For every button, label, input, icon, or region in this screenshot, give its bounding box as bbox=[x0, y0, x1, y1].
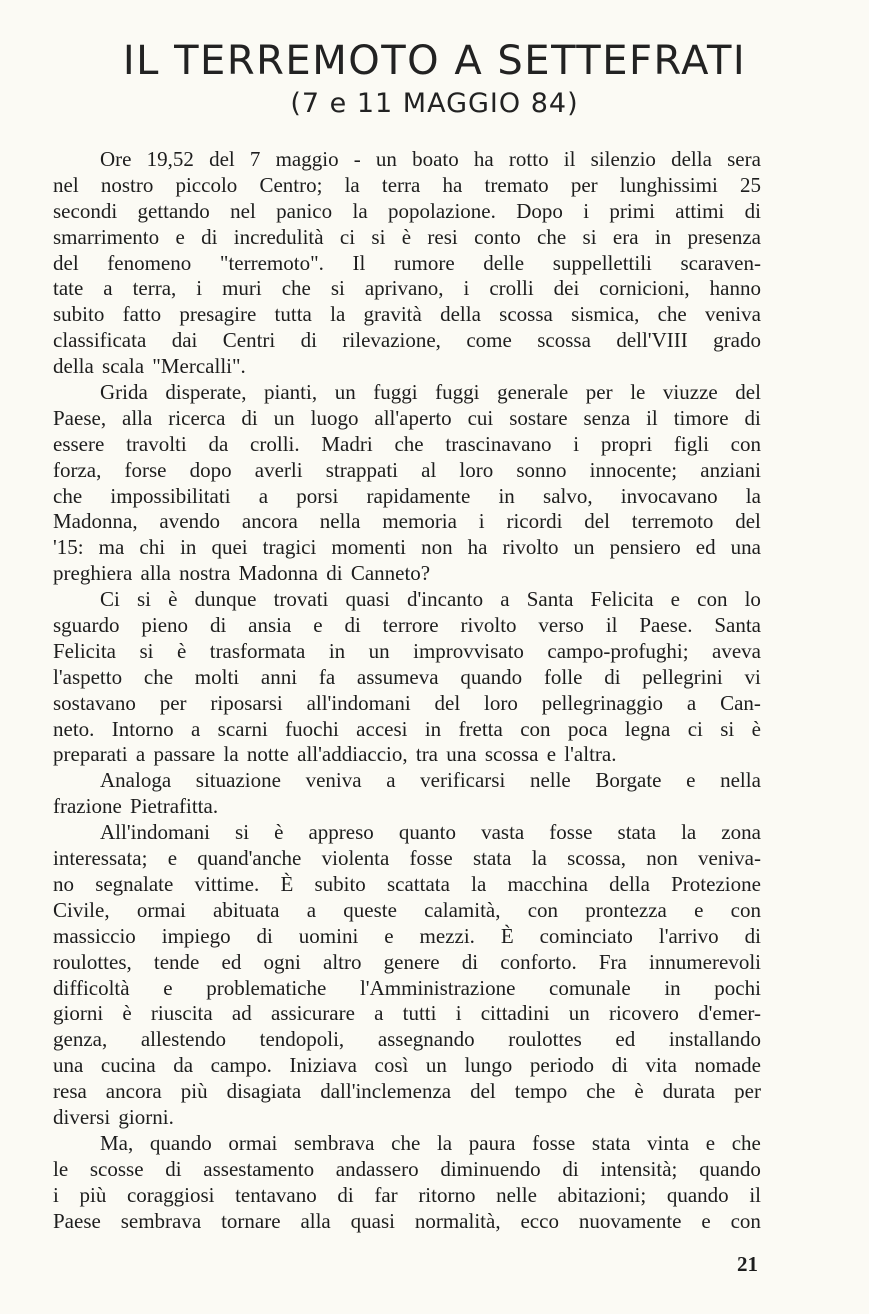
text-line: forza, forse dopo averli strappati al loro sonno innocente; anziani bbox=[53, 457, 761, 482]
text-line: roulottes, tende ed ogni altro genere di conforto. Fra innumerevoli bbox=[53, 949, 761, 974]
text-line: essere travolti da crolli. Madri che trascinavano i propri figli con bbox=[53, 431, 761, 456]
text-line: della scala "Mercalli". bbox=[53, 354, 246, 379]
text-line: Felicita si è trasformata in un improvvisato campo-profughi; aveva bbox=[53, 638, 761, 663]
text-line: Civile, ormai abituata a queste calamità, con prontezza e con bbox=[53, 897, 761, 922]
text-line: difficoltà e problematiche l'Amministrazione comunale in pochi bbox=[53, 975, 761, 1000]
text-line: massiccio impiego di uomini e mezzi. È cominciato l'arrivo di bbox=[53, 923, 761, 948]
text-line: sguardo pieno di ansia e di terrore rivolto verso il Paese. Santa bbox=[53, 613, 761, 638]
text-line: interessata; e quand'anche violenta fosse stata la scossa, non veniva- bbox=[53, 846, 761, 871]
text-line: giorni è riuscita ad assicurare a tutti i cittadini un ricovero d'emer- bbox=[53, 1001, 761, 1026]
article-body bbox=[53, 147, 761, 1234]
page-number: 21 bbox=[737, 1252, 758, 1276]
text-line: che impossibilitati a porsi rapidamente in salvo, invocavano la bbox=[53, 483, 761, 508]
page-subtitle: (7 e 11 MAGGIO 84) bbox=[290, 88, 579, 119]
text-line: Madonna, avendo ancora nella memoria i ricordi del terremoto del bbox=[53, 509, 761, 534]
paragraph bbox=[53, 380, 761, 587]
text-line: Ore 19,52 del 7 maggio - un boato ha rotto il silenzio della sera bbox=[100, 147, 761, 171]
text-line: secondi gettando nel panico la popolazione. Dopo i primi attimi di bbox=[53, 198, 761, 223]
title-block bbox=[0, 38, 869, 121]
text-line: frazione Pietrafitta. bbox=[53, 794, 219, 819]
paragraph bbox=[53, 820, 761, 1131]
text-line: smarrimento e di incredulità ci si è resi conto che si era in presenza bbox=[53, 224, 761, 249]
page-title: IL TERREMOTO A SETTEFRATI bbox=[122, 38, 747, 84]
text-line: neto. Intorno a scarni fuochi accesi in fretta con poca legna ci si è bbox=[53, 716, 761, 741]
text-line: sostavano per riposarsi all'indomani del loro pellegrinaggio a Can- bbox=[53, 690, 761, 715]
text-line: l'aspetto che molti anni fa assumeva quando folle di pellegrini vi bbox=[53, 664, 761, 689]
paragraph bbox=[53, 1131, 761, 1235]
text-line: Analoga situazione veniva a verificarsi nelle Borgate e nella bbox=[100, 768, 761, 793]
text-line: no segnalate vittime. È subito scattata la macchina della Protezione bbox=[53, 871, 761, 896]
text-line: Ma, quando ormai sembrava che la paura fosse stata vinta e che bbox=[100, 1130, 761, 1155]
text-line: le scosse di assestamento andassero diminuendo di intensità; quando bbox=[53, 1156, 761, 1181]
text-line: subito fatto presagire tutta la gravità della scossa sismica, che veniva bbox=[53, 302, 761, 327]
paragraph bbox=[53, 768, 761, 820]
text-line: nel nostro piccolo Centro; la terra ha tremato per lunghissimi 25 bbox=[53, 172, 761, 197]
text-line: classificata dai Centri di rilevazione, come scossa dell'VIII grado bbox=[53, 328, 761, 353]
text-line: diversi giorni. bbox=[53, 1104, 174, 1129]
text-line: i più coraggiosi tentavano di far ritorno nelle abitazioni; quando il bbox=[53, 1182, 761, 1207]
text-line: Paese, alla ricerca di un luogo all'aperto cui sostare senza il timore di bbox=[53, 405, 761, 430]
text-line: Paese sembrava tornare alla quasi normalità, ecco nuovamente e con bbox=[53, 1208, 761, 1233]
text-line: Ci si è dunque trovati quasi d'incanto a Santa Felicita e con lo bbox=[100, 587, 761, 612]
text-line: preghiera alla nostra Madonna di Canneto? bbox=[53, 561, 431, 586]
text-line: tate a terra, i muri che si aprivano, i crolli dei cornicioni, hanno bbox=[53, 276, 761, 301]
text-line: una cucina da campo. Iniziava così un lungo periodo di vita nomade bbox=[53, 1053, 761, 1078]
text-line: resa ancora più disagiata dall'inclemenza del tempo che è durata per bbox=[53, 1079, 761, 1104]
paragraph bbox=[53, 147, 761, 380]
text-line: Grida disperate, pianti, un fuggi fuggi generale per le viuzze del bbox=[100, 380, 761, 405]
text-line: '15: ma chi in quei tragici momenti non ha rivolto un pensiero ed una bbox=[53, 535, 761, 560]
text-line: del fenomeno "terremoto". Il rumore delle suppellettili scaraven- bbox=[53, 250, 761, 275]
text-line: genza, allestendo tendopoli, assegnando roulottes ed installando bbox=[53, 1027, 761, 1052]
text-line: preparati a passare la notte all'addiaccio, tra una scossa e l'altra. bbox=[53, 742, 617, 767]
paragraph bbox=[53, 587, 761, 768]
text-line: All'indomani si è appreso quanto vasta fosse stata la zona bbox=[100, 820, 761, 845]
